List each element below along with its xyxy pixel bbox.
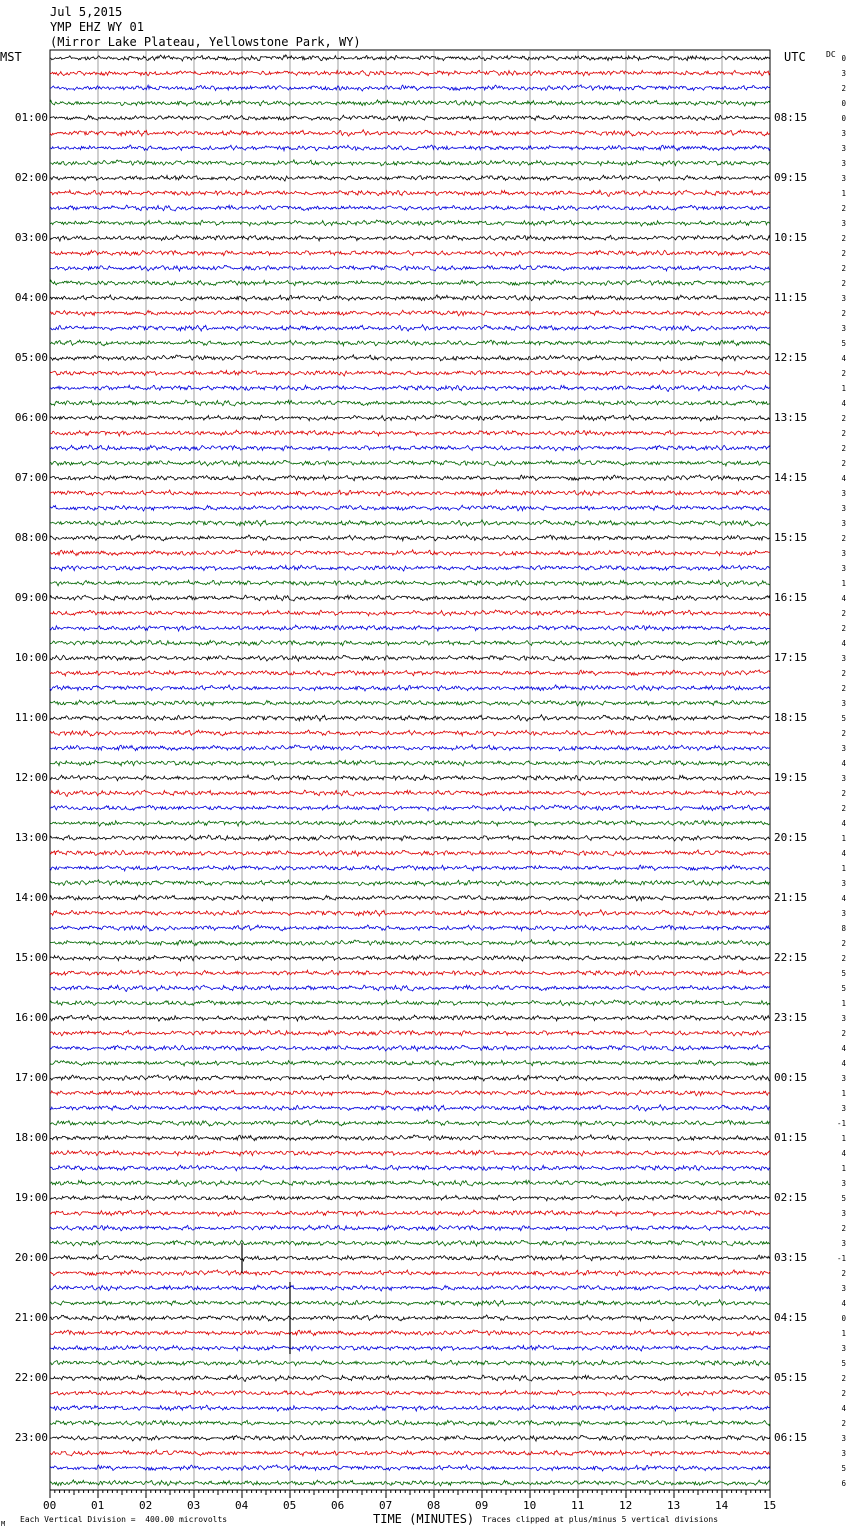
trace-line <box>50 205 770 211</box>
hour-label-left: 19:00 <box>14 1191 48 1204</box>
trace-line <box>50 70 770 76</box>
dc-value: 3 <box>841 564 846 573</box>
trace-line <box>50 1105 770 1111</box>
scale-note: Each Vertical Division = 400.00 microvolts <box>20 1515 228 1524</box>
hour-label-right: 16:15 <box>774 591 808 604</box>
hour-label-right: 11:15 <box>774 291 808 304</box>
hour-label-right: 12:15 <box>774 351 808 364</box>
trace-line <box>50 1165 770 1171</box>
trace-line <box>50 280 770 286</box>
dc-value: 3 <box>841 519 846 528</box>
dc-value: 1 <box>841 189 846 198</box>
trace-line <box>50 1420 770 1426</box>
hour-label-left: 01:00 <box>14 111 48 124</box>
dc-value: 2 <box>841 264 846 273</box>
hour-label-left: 05:00 <box>14 351 48 364</box>
dc-value: 1 <box>841 999 846 1008</box>
trace-line <box>50 820 770 826</box>
dc-value: 1 <box>841 579 846 588</box>
dc-value: 3 <box>841 1074 846 1083</box>
trace-line <box>50 310 770 316</box>
trace-line <box>50 640 770 646</box>
dc-value: 2 <box>841 684 846 693</box>
dc-value: 2 <box>841 609 846 618</box>
trace-line <box>50 580 770 586</box>
dc-value: 5 <box>841 969 846 978</box>
hour-label-right: 05:15 <box>774 1371 808 1384</box>
hour-label-right: 08:15 <box>774 111 808 124</box>
dc-value: 4 <box>841 1299 846 1308</box>
dc-value: 8 <box>841 924 846 933</box>
trace-line <box>50 1180 770 1186</box>
dc-value: 4 <box>841 1404 846 1413</box>
corner-mark: M <box>1 1520 6 1528</box>
trace-line <box>50 595 770 601</box>
dc-value: 5 <box>841 1464 846 1473</box>
dc-header-label: DC <box>826 50 836 59</box>
dc-value: 4 <box>841 819 846 828</box>
hour-label-right: 00:15 <box>774 1071 808 1084</box>
dc-value: 1 <box>841 384 846 393</box>
title-location: (Mirror Lake Plateau, Yellowstone Park, WY) <box>50 35 361 49</box>
trace-line <box>50 1390 770 1396</box>
hour-label-left: 21:00 <box>14 1311 48 1324</box>
dc-value: 2 <box>841 204 846 213</box>
hour-label-right: 10:15 <box>774 231 808 244</box>
dc-value: 2 <box>841 459 846 468</box>
hour-label-left: 14:00 <box>14 891 48 904</box>
dc-value: 5 <box>841 984 846 993</box>
dc-value: 3 <box>841 1434 846 1443</box>
trace-line <box>50 745 770 751</box>
trace-line <box>50 1375 770 1381</box>
hour-label-left: 02:00 <box>14 171 48 184</box>
dc-value: 4 <box>841 894 846 903</box>
dc-value: 2 <box>841 1419 846 1428</box>
trace-line <box>50 295 770 301</box>
dc-value: 3 <box>841 1014 846 1023</box>
trace-line <box>50 625 770 631</box>
dc-value: 1 <box>841 1164 846 1173</box>
trace-line <box>50 955 770 961</box>
dc-value: 3 <box>841 744 846 753</box>
trace-line <box>50 850 770 856</box>
hour-label-right: 04:15 <box>774 1311 808 1324</box>
dc-value: 4 <box>841 1059 846 1068</box>
trace-line <box>50 775 770 781</box>
dc-value: 2 <box>841 414 846 423</box>
dc-value: 3 <box>841 144 846 153</box>
trace-line <box>50 1120 770 1126</box>
dc-value: 2 <box>841 234 846 243</box>
dc-value: 3 <box>841 909 846 918</box>
hour-label-left: 18:00 <box>14 1131 48 1144</box>
trace-line <box>50 1435 770 1441</box>
trace-line <box>50 1135 770 1141</box>
hour-label-left: 15:00 <box>14 951 48 964</box>
trace-line <box>50 1315 770 1321</box>
trace-line <box>50 790 770 796</box>
dc-value: 3 <box>841 1344 846 1353</box>
hour-label-right: 17:15 <box>774 651 808 664</box>
trace-line <box>50 760 770 766</box>
dc-value: 2 <box>841 309 846 318</box>
hour-label-right: 19:15 <box>774 771 808 784</box>
dc-value: -1 <box>836 1254 846 1263</box>
trace-line <box>50 340 770 346</box>
dc-value: 2 <box>841 84 846 93</box>
x-tick-label: 08 <box>427 1499 441 1512</box>
dc-value: 3 <box>841 174 846 183</box>
dc-value: 3 <box>841 129 846 138</box>
trace-line <box>50 115 770 121</box>
trace-line <box>50 1240 770 1246</box>
dc-value: 3 <box>841 1179 846 1188</box>
trace-line <box>50 505 770 511</box>
dc-value: 5 <box>841 1194 846 1203</box>
dc-value: 4 <box>841 354 846 363</box>
dc-value: 2 <box>841 939 846 948</box>
trace-line <box>50 1480 770 1486</box>
trace-line <box>50 865 770 871</box>
dc-value: 2 <box>841 444 846 453</box>
dc-value: 2 <box>841 804 846 813</box>
dc-value: 3 <box>841 219 846 228</box>
trace-line <box>50 685 770 691</box>
trace-line <box>50 85 770 91</box>
trace-line <box>50 565 770 571</box>
dc-value: 3 <box>841 504 846 513</box>
trace-line <box>50 1450 770 1456</box>
dc-value: 0 <box>841 114 846 123</box>
trace-line <box>50 970 770 976</box>
trace-line <box>50 715 770 721</box>
dc-value: 2 <box>841 624 846 633</box>
dc-value: 2 <box>841 669 846 678</box>
trace-line <box>50 265 770 271</box>
dc-value: 3 <box>841 1209 846 1218</box>
dc-value: 0 <box>841 1314 846 1323</box>
hour-label-right: 06:15 <box>774 1431 808 1444</box>
dc-value: 3 <box>841 549 846 558</box>
right-zone-label: UTC <box>784 50 806 64</box>
trace-line <box>50 1300 770 1306</box>
trace-line <box>50 100 770 106</box>
dc-value: 3 <box>841 294 846 303</box>
hour-label-right: 21:15 <box>774 891 808 904</box>
dc-value: 3 <box>841 654 846 663</box>
trace-line <box>50 55 770 61</box>
dc-value: 4 <box>841 639 846 648</box>
trace-line <box>50 520 770 526</box>
dc-value: 2 <box>841 249 846 258</box>
dc-value: 2 <box>841 1224 846 1233</box>
trace-line <box>50 1195 770 1201</box>
trace-line <box>50 1330 770 1336</box>
dc-value: 5 <box>841 714 846 723</box>
dc-value: 3 <box>841 1284 846 1293</box>
trace-line <box>50 415 770 421</box>
trace-line <box>50 895 770 901</box>
hour-label-right: 18:15 <box>774 711 808 724</box>
x-tick-label: 12 <box>619 1499 633 1512</box>
x-tick-label: 01 <box>91 1499 105 1512</box>
trace-line <box>50 430 770 436</box>
trace-line <box>50 655 770 661</box>
hour-label-right: 14:15 <box>774 471 808 484</box>
hour-label-left: 07:00 <box>14 471 48 484</box>
dc-value: 5 <box>841 1359 846 1368</box>
hour-label-right: 03:15 <box>774 1251 808 1264</box>
hour-label-left: 09:00 <box>14 591 48 604</box>
hour-label-right: 09:15 <box>774 171 808 184</box>
dc-value: 2 <box>841 369 846 378</box>
dc-value: 1 <box>841 1134 846 1143</box>
trace-line <box>50 250 770 256</box>
hour-label-left: 11:00 <box>14 711 48 724</box>
hour-label-right: 15:15 <box>774 531 808 544</box>
trace-line <box>50 400 770 406</box>
trace-line <box>50 355 770 361</box>
trace-line <box>50 1075 770 1081</box>
trace-line <box>50 130 770 136</box>
hour-label-left: 12:00 <box>14 771 48 784</box>
trace-line <box>50 235 770 241</box>
trace-line <box>50 1060 770 1066</box>
trace-line <box>50 670 770 676</box>
dc-value: 3 <box>841 1104 846 1113</box>
hour-label-left: 20:00 <box>14 1251 48 1264</box>
hour-label-left: 13:00 <box>14 831 48 844</box>
hour-label-left: 22:00 <box>14 1371 48 1384</box>
dc-value: 4 <box>841 759 846 768</box>
trace-line <box>50 880 770 886</box>
dc-value: 3 <box>841 489 846 498</box>
x-tick-label: 06 <box>331 1499 345 1512</box>
trace-line <box>50 1150 770 1156</box>
trace-line <box>50 805 770 811</box>
dc-value: -1 <box>836 1119 846 1128</box>
dc-value: 2 <box>841 789 846 798</box>
trace-line <box>50 475 770 481</box>
x-tick-label: 07 <box>379 1499 393 1512</box>
hour-label-right: 13:15 <box>774 411 808 424</box>
x-tick-label: 11 <box>571 1499 585 1512</box>
hour-label-left: 16:00 <box>14 1011 48 1024</box>
x-tick-label: 00 <box>43 1499 57 1512</box>
trace-line <box>50 1285 770 1291</box>
hour-label-left: 03:00 <box>14 231 48 244</box>
trace-line <box>50 220 770 226</box>
dc-value: 4 <box>841 1149 846 1158</box>
x-tick-label: 02 <box>139 1499 153 1512</box>
x-tick-label: 05 <box>283 1499 297 1512</box>
trace-line <box>50 1015 770 1021</box>
dc-value: 1 <box>841 834 846 843</box>
hour-label-left: 08:00 <box>14 531 48 544</box>
trace-line <box>50 190 770 196</box>
dc-value: 3 <box>841 1449 846 1458</box>
x-tick-label: 10 <box>523 1499 537 1512</box>
dc-value: 4 <box>841 1044 846 1053</box>
dc-value: 3 <box>841 159 846 168</box>
trace-line <box>50 730 770 736</box>
hour-label-left: 06:00 <box>14 411 48 424</box>
trace-line <box>50 1090 770 1096</box>
dc-value: 1 <box>841 1329 846 1338</box>
trace-line <box>50 490 770 496</box>
dc-value: 0 <box>841 99 846 108</box>
dc-value: 1 <box>841 1089 846 1098</box>
trace-line <box>50 160 770 166</box>
hour-label-right: 02:15 <box>774 1191 808 1204</box>
trace-line <box>50 550 770 556</box>
trace-line <box>50 445 770 451</box>
dc-value: 4 <box>841 594 846 603</box>
trace-line <box>50 985 770 991</box>
dc-value: 2 <box>841 1029 846 1038</box>
dc-value: 3 <box>841 1239 846 1248</box>
dc-value: 2 <box>841 1269 846 1278</box>
trace-line <box>50 1000 770 1006</box>
trace-line <box>50 175 770 181</box>
trace-line <box>50 1465 770 1471</box>
dc-value: 2 <box>841 954 846 963</box>
hour-label-right: 22:15 <box>774 951 808 964</box>
trace-line <box>50 370 770 376</box>
trace-line <box>50 1225 770 1231</box>
dc-value: 2 <box>841 279 846 288</box>
dc-value: 4 <box>841 399 846 408</box>
clip-note: Traces clipped at plus/minus 5 vertical divisions <box>482 1515 719 1524</box>
x-tick-label: 03 <box>187 1499 201 1512</box>
trace-line <box>50 385 770 391</box>
trace-line <box>50 700 770 706</box>
hour-label-right: 23:15 <box>774 1011 808 1024</box>
trace-line <box>50 1045 770 1051</box>
dc-value: 2 <box>841 429 846 438</box>
x-tick-label: 09 <box>475 1499 489 1512</box>
dc-value: 3 <box>841 699 846 708</box>
dc-value: 2 <box>841 729 846 738</box>
hour-label-right: 01:15 <box>774 1131 808 1144</box>
dc-value: 2 <box>841 1389 846 1398</box>
trace-line <box>50 145 770 151</box>
dc-value: 5 <box>841 339 846 348</box>
dc-value: 3 <box>841 774 846 783</box>
dc-value: 4 <box>841 474 846 483</box>
trace-line <box>50 1210 770 1216</box>
left-zone-label: MST <box>0 50 22 64</box>
hour-label-left: 23:00 <box>14 1431 48 1444</box>
hour-label-right: 20:15 <box>774 831 808 844</box>
dc-value: 3 <box>841 879 846 888</box>
hour-label-left: 10:00 <box>14 651 48 664</box>
dc-value: 2 <box>841 1374 846 1383</box>
x-tick-label: 15 <box>763 1499 777 1512</box>
trace-line <box>50 1345 770 1351</box>
dc-value: 3 <box>841 69 846 78</box>
title-date: Jul 5,2015 <box>50 5 123 19</box>
trace-line <box>50 1255 770 1261</box>
dc-value: 0 <box>841 54 846 63</box>
trace-line <box>50 1360 770 1366</box>
dc-value: 1 <box>841 864 846 873</box>
hour-label-left: 04:00 <box>14 291 48 304</box>
trace-line <box>50 925 770 931</box>
x-tick-label: 04 <box>235 1499 249 1512</box>
trace-line <box>50 910 770 916</box>
dc-value: 2 <box>841 534 846 543</box>
trace-line <box>50 835 770 841</box>
trace-line <box>50 1405 770 1411</box>
trace-line <box>50 940 770 946</box>
trace-line <box>50 610 770 616</box>
x-axis-label: TIME (MINUTES) <box>373 1512 475 1526</box>
trace-line <box>50 535 770 541</box>
x-tick-label: 14 <box>715 1499 729 1512</box>
trace-line <box>50 1030 770 1036</box>
trace-line <box>50 460 770 466</box>
trace-line <box>50 325 770 331</box>
x-tick-label: 13 <box>667 1499 681 1512</box>
dc-value: 4 <box>841 849 846 858</box>
dc-value: 6 <box>841 1479 846 1488</box>
hour-label-left: 17:00 <box>14 1071 48 1084</box>
title-station: YMP EHZ WY 01 <box>50 20 144 34</box>
trace-line <box>50 1270 770 1276</box>
dc-value: 3 <box>841 324 846 333</box>
